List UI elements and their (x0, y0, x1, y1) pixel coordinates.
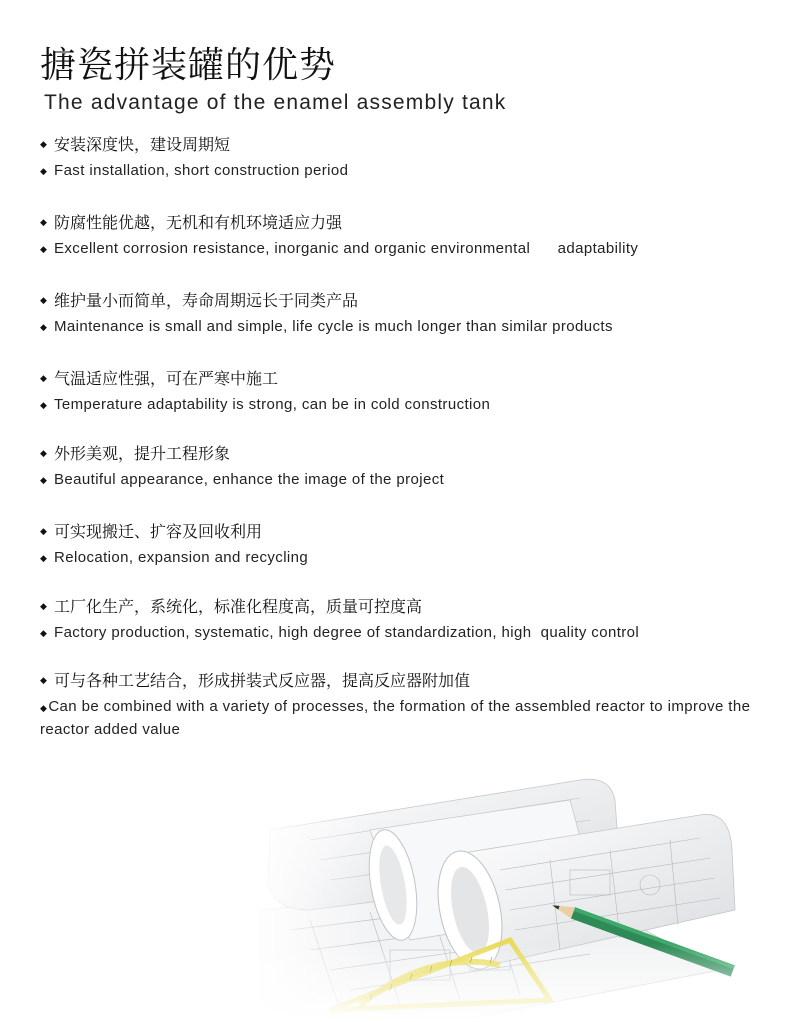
bullet-icon: ◆ (40, 374, 47, 384)
bullet-icon: ◆ (40, 166, 48, 176)
bullet-icon: ◆ (40, 140, 47, 150)
advantage-item-8 (40, 670, 760, 741)
bullet-icon: ◆ (40, 703, 48, 713)
bullet-icon: ◆ (40, 602, 47, 612)
bullet-icon: ◆ (40, 449, 47, 459)
item-text-en: Factory production, systematic, high degree of standardization, high quality control (54, 624, 640, 641)
item-text-cn: 可实现搬迁、扩容及回收利用 (54, 522, 263, 541)
bullet-icon: ◆ (40, 527, 47, 537)
bullet-icon: ◆ (40, 676, 47, 686)
item-text-en: Relocation, expansion and recycling (54, 549, 309, 566)
advantage-item-4 (40, 368, 760, 416)
bullet-icon: ◆ (40, 296, 47, 306)
bullet-icon: ◆ (40, 218, 47, 228)
item-text-cn: 可与各种工艺结合，形成拼装式反应器，提高反应器附加值 (54, 671, 471, 690)
item-text-cn: 维护量小而简单，寿命周期远长于同类产品 (54, 291, 359, 310)
item-text-cn: 外形美观，提升工程形象 (54, 444, 231, 463)
blueprint-illustration (250, 760, 750, 1022)
item-text-cn: 工厂化生产，系统化，标准化程度高，质量可控度高 (54, 597, 423, 616)
bullet-icon: ◆ (40, 244, 48, 254)
bullet-icon: ◆ (40, 322, 48, 332)
item-text-en: Beautiful appearance, enhance the image of the project (54, 471, 445, 488)
item-text-cn: 气温适应性强，可在严寒中施工 (54, 369, 279, 388)
advantage-item-1 (40, 134, 760, 182)
advantage-item-3 (40, 290, 760, 338)
advantage-item-7 (40, 596, 760, 644)
bullet-icon: ◆ (40, 628, 48, 638)
advantage-item-2 (40, 212, 760, 260)
item-text-en: Can be combined with a variety of processes, the formation of the assembled reactor to improve the reactor added value (40, 698, 751, 738)
item-text-en: Maintenance is small and simple, life cycle is much longer than similar products (54, 318, 613, 335)
bullet-icon: ◆ (40, 400, 48, 410)
page-title-cn: 搪瓷拼装罐的优势 (40, 45, 337, 86)
item-text-en: Fast installation, short construction period (54, 162, 349, 179)
item-text-en: Temperature adaptability is strong, can be in cold construction (54, 396, 491, 413)
item-text-cn: 防腐性能优越，无机和有机环境适应力强 (54, 213, 343, 232)
item-text-en: Excellent corrosion resistance, inorganic and organic environmental adaptability (54, 240, 639, 257)
page-title-en: The advantage of the enamel assembly tank (44, 91, 507, 114)
bullet-icon: ◆ (40, 553, 48, 563)
item-text-cn: 安装深度快，建设周期短 (54, 135, 231, 154)
advantage-item-5 (40, 443, 760, 491)
advantage-item-6 (40, 521, 760, 569)
bullet-icon: ◆ (40, 475, 48, 485)
